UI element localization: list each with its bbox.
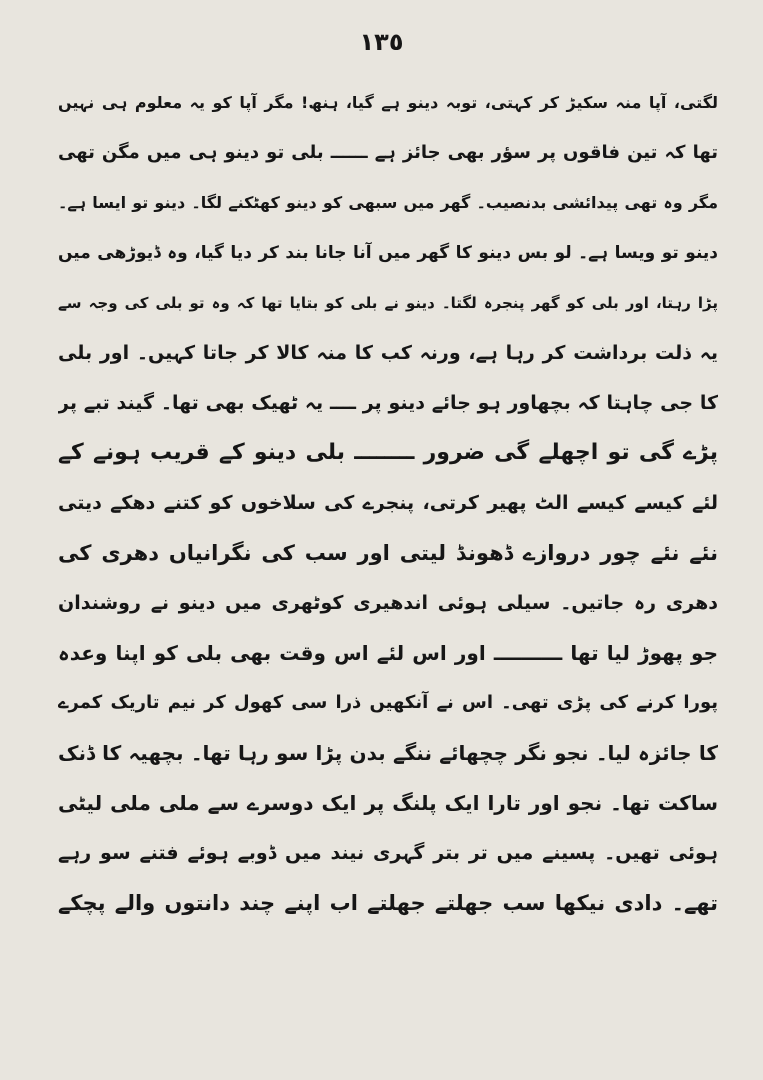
text-line: یہ ذلت برداشت کر رہا ہے، ورنہ کب کا منہ کالا کر جاتا کہیں۔ اور بلی bbox=[58, 342, 718, 364]
text-line: لئے کیسے کیسے الٹ پھیر کرتی، پنجرے کی سلاخوں کو کتنے دھکے دیتی bbox=[58, 492, 718, 514]
text-line: مگر وہ تھی پیدائشی بدنصیب۔ گھر میں سبھی کو دینو کھٹکنے لگا۔ دینو تو ایسا ہے۔ bbox=[58, 193, 718, 212]
text-line: تھا کہ تین فاقوں پر سؤر بھی جائز ہے ــــــ بلی تو دینو ہی میں مگن تھی bbox=[58, 142, 718, 163]
text-line: پڑا رہتا، اور بلی کو گھر پنجرہ لگتا۔ دینو نے بلی کو بتایا تھا کہ وہ تو بلی کی وجہ سے bbox=[58, 294, 718, 312]
page-number: ١٣٥ bbox=[359, 28, 404, 56]
text-line: تھے۔ دادی نیکھا سب جھلتے جھلتے اب اپنے چند دانتوں والے پچکے bbox=[58, 891, 718, 915]
text-line: پورا کرنے کی پڑی تھی۔ اس نے آنکھیں ذرا سی کھول کر نیم تاریک کمرے bbox=[58, 692, 718, 713]
text-line: لگتی، آپا منہ سکیڑ کر کہتی، توبہ دینو ہے گیا، ہنھ! مگر آپا کو یہ معلوم ہی نہیں bbox=[58, 93, 718, 112]
text-line: دینو تو ویسا ہے۔ لو بس دینو کا گھر میں آنا جانا بند کر دیا گیا، وہ ڈیوڑھی میں bbox=[58, 243, 718, 263]
text-line: ساکت تھا۔ نجو اور تارا ایک پلنگ پر ایک دوسرے سے ملی ملی لیٹی bbox=[58, 791, 718, 815]
text-line: پڑے گی تو اچھلے گی ضرور ــــــــ بلی دینو کے قریب ہونے کے bbox=[58, 440, 718, 465]
text-line: نئے نئے چور دروازے ڈھونڈ لیتی اور سب کی نگرانیاں دھری کی bbox=[58, 541, 718, 565]
text-line: کا جائزہ لیا۔ نجو نگر چچھائے ننگے بدن پڑا سو رہا تھا۔ بچھیہ کا ڈنک bbox=[58, 741, 718, 765]
body-text bbox=[58, 78, 718, 928]
text-line: دھری رہ جاتیں۔ سیلی ہوئی اندھیری کوٹھری میں دینو نے روشندان bbox=[58, 592, 718, 614]
text-line: جو پھوڑ لیا تھا ــــــــــ اور اس لئے اس وقت بھی بلی کو اپنا وعدہ bbox=[58, 641, 718, 665]
text-line: ہوئی تھیں۔ پسینے میں تر بتر گہری نیند میں ڈوبے ہوئے فتنے سو رہے bbox=[58, 842, 718, 864]
text-line: کا جی چاہتا کہ بچھاور ہو جائے دینو پر ــــ یہ ٹھیک بھی تھا۔ گیند تبے پر bbox=[58, 392, 718, 414]
